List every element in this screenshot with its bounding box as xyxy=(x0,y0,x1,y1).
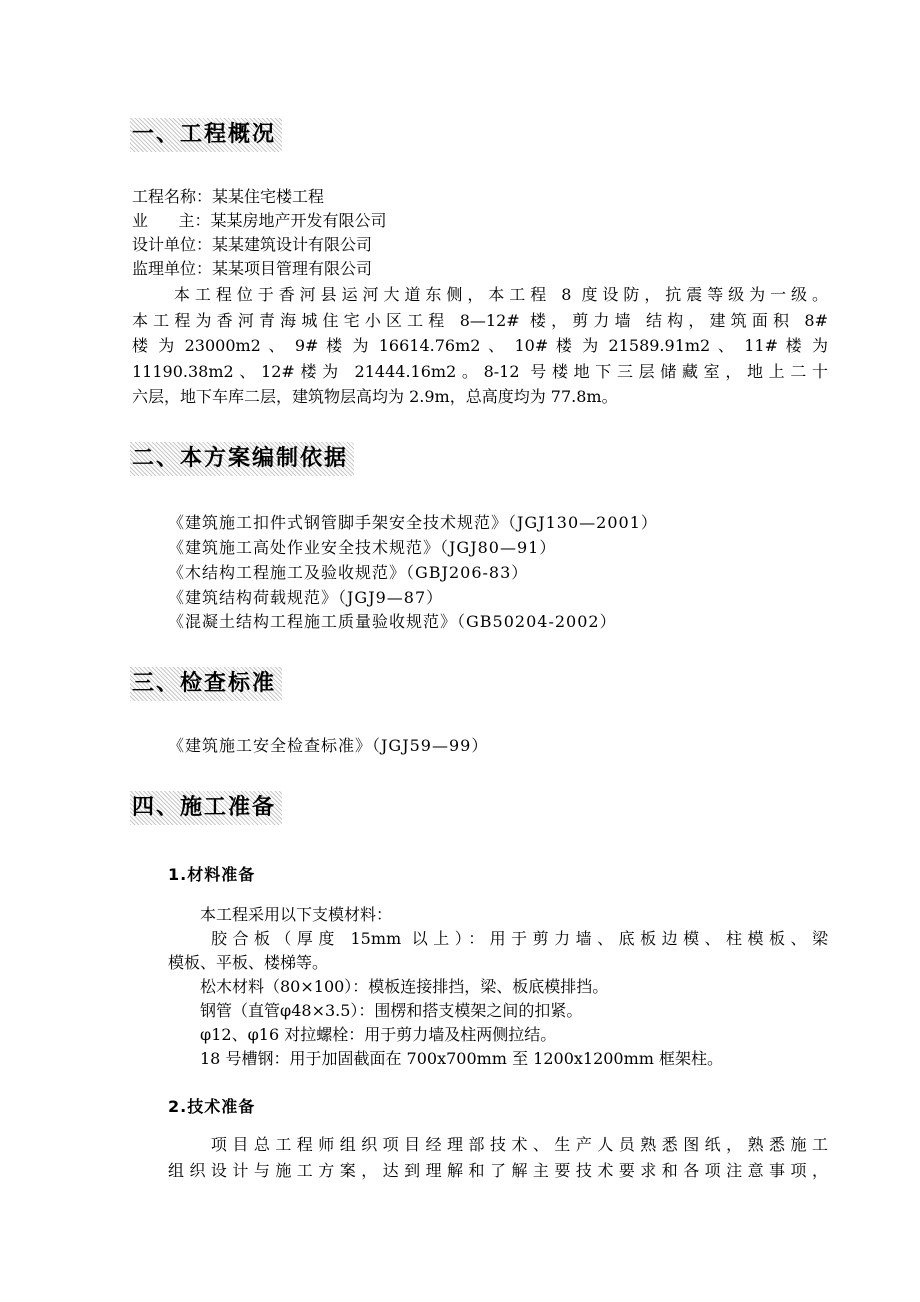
section-3-heading: 三、检查标准 xyxy=(130,667,282,701)
section-1-heading: 一、工程概况 xyxy=(130,118,282,152)
standard-item: 《混凝土结构工程施工质量验收规范》（GB50204-2002） xyxy=(168,612,617,631)
inspection-standard-item: 《建筑施工安全检查标准》（JGJ59—99） xyxy=(168,736,489,755)
info-project-name: 工程名称：某某住宅楼工程 xyxy=(132,187,325,206)
overview-line: 楼 为 23000m2 、 9# 楼 为 16614.76m2 、 10# 楼 为 21589.91m2 、 11# 楼 为 xyxy=(132,336,828,356)
standard-item: 《木结构工程施工及验收规范》（GBJ206-83） xyxy=(168,563,529,582)
material-line: 松木材料（80×100）：模板连接排挡，梁、板底模排挡。 xyxy=(168,977,609,996)
technical-block xyxy=(168,1132,828,1184)
technical-line: 组织设计与施工方案，达到理解和了解主要技术要求和各项注意事项， xyxy=(168,1161,828,1180)
overview-line: 本工程为香河青海城住宅小区工程 8—12# 楼，剪力墙 结构，建筑面积 8# xyxy=(132,310,828,330)
standard-item: 《建筑施工扣件式钢管脚手架安全技术规范》（JGJ130—2001） xyxy=(168,513,658,532)
info-owner: 业 主：某某房地产开发有限公司 xyxy=(132,211,387,230)
subheading-technical: 2.技术准备 xyxy=(168,1097,256,1116)
subheading-materials: 1.材料准备 xyxy=(168,865,256,884)
materials-block xyxy=(168,903,828,1071)
overview-paragraph xyxy=(132,282,828,410)
material-line: 胶合板（厚度 15mm 以上）：用于剪力墙、底板边模、柱模板、梁 xyxy=(168,929,828,948)
material-line: 18 号槽钢：用于加固截面在 700x700mm 至 1200x1200mm 框架柱。 xyxy=(168,1049,724,1068)
section-2-heading: 二、本方案编制依据 xyxy=(130,442,354,476)
material-line: φ12、φ16 对拉螺栓：用于剪力墙及柱两侧拉结。 xyxy=(168,1025,557,1044)
standard-item: 《建筑施工高处作业安全技术规范》（JGJ80—91） xyxy=(168,538,557,557)
technical-line: 项目总工程师组织项目经理部技术、生产人员熟悉图纸，熟悉施工 xyxy=(168,1135,828,1154)
info-design-unit: 设计单位：某某建筑设计有限公司 xyxy=(132,235,373,254)
standard-item: 《建筑结构荷载规范》（JGJ9—87） xyxy=(168,588,444,607)
overview-line: 11190.38m2、12#楼为 21444.16m2。8-12 号楼地下三层储藏室，地上二十 xyxy=(132,361,828,381)
section-4-heading: 四、施工准备 xyxy=(130,791,282,825)
overview-line: 本工程位于香河县运河大道东侧，本工程 8 度设防，抗震等级为一级。 xyxy=(132,285,828,304)
material-line: 本工程采用以下支模材料： xyxy=(168,905,393,924)
info-supervision-unit: 监理单位：某某项目管理有限公司 xyxy=(132,259,373,278)
material-line: 模板、平板、楼梯等。 xyxy=(168,953,329,972)
overview-line: 六层，地下车库二层，建筑物层高均为 2.9m，总高度均为 77.8m。 xyxy=(132,387,618,407)
material-line: 钢管（直管φ48×3.5）：围楞和搭支模架之间的扣紧。 xyxy=(168,1001,583,1020)
